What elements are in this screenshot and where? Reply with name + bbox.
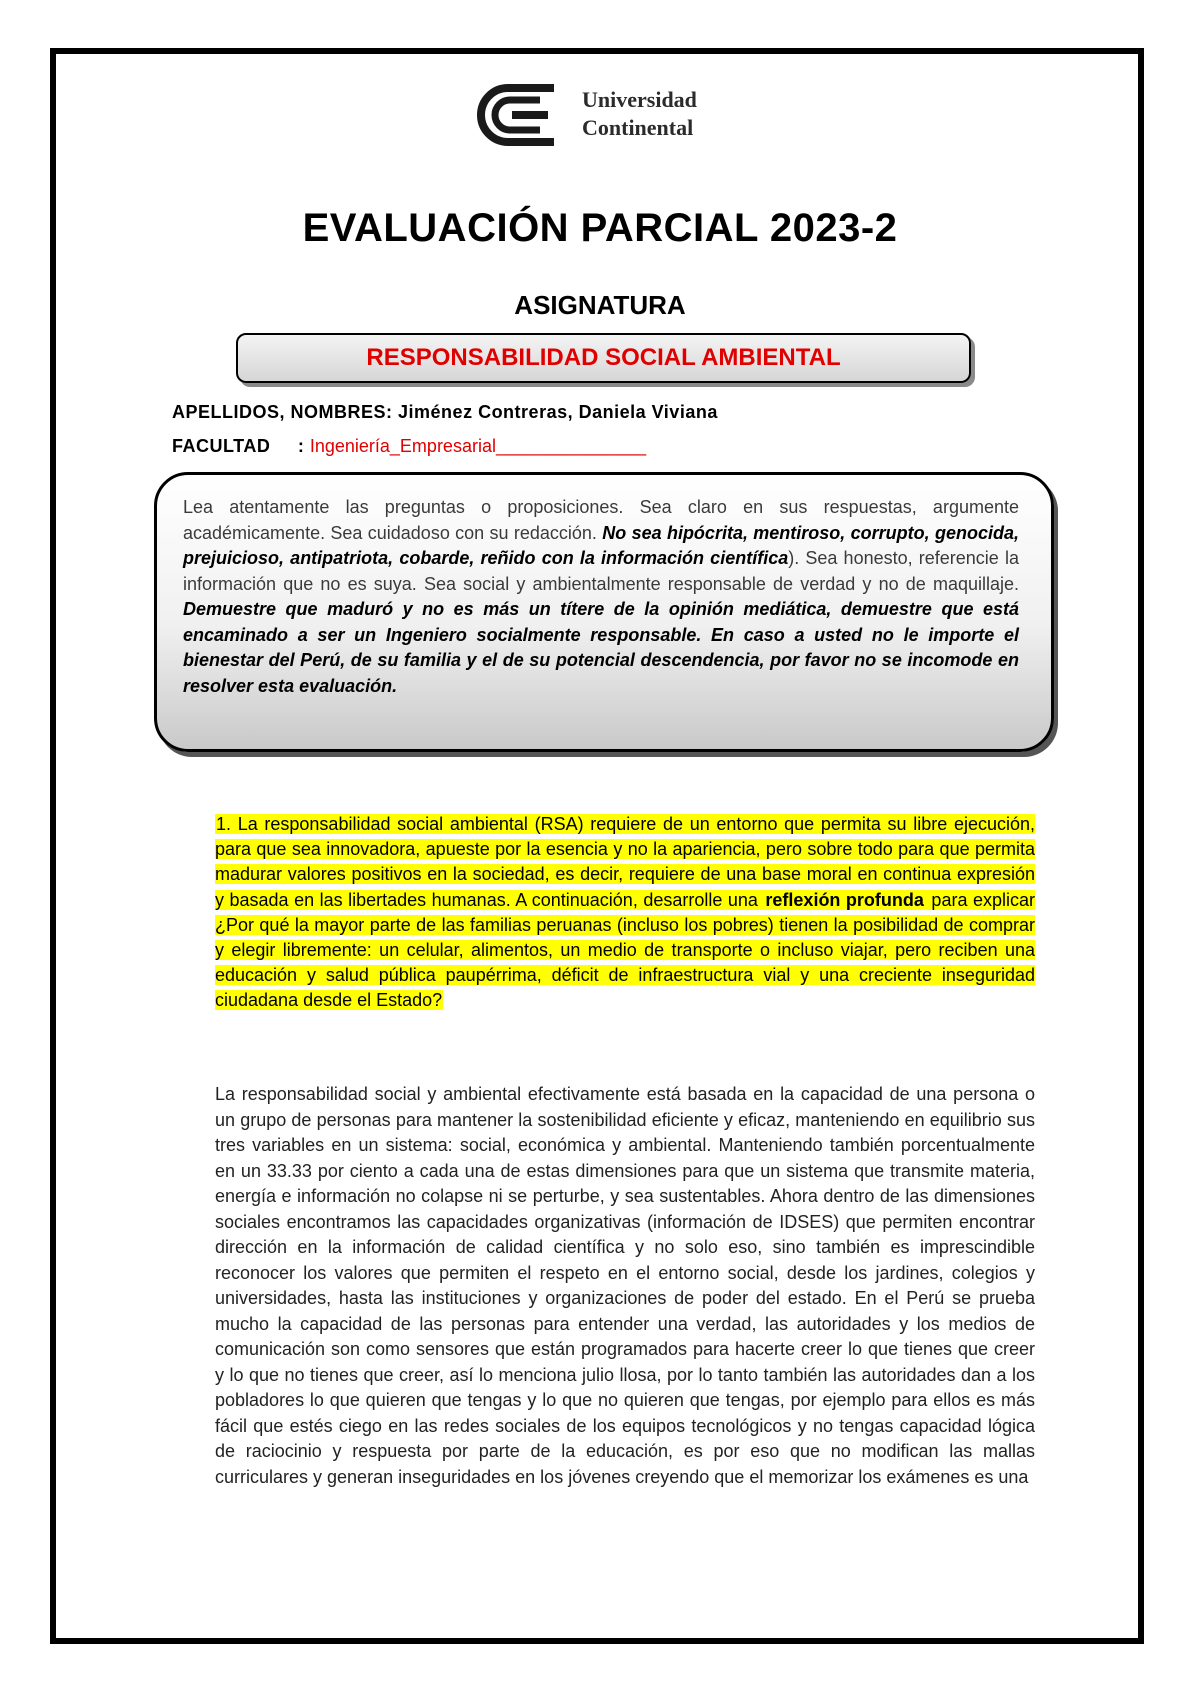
logo-text-line1: Universidad [582,87,697,112]
faculty-separator: : [297,436,305,456]
question-text-2: para explicar ¿Por qué la mayor parte de las familias peruanas (incluso los pobres) tienen la posibilidad de comprar y elegir libremente: un celular, alimentos, un medio de transporte o incluso viajar, pero reciben una educación y salud pública paupérrima, déficit de infraestructura vial y una creciente inseguridad ciudadana desde el Estado? [215,889,1035,1011]
faculty-row [172,436,646,457]
notice-bold-1: No sea hipócrita, mentiroso, corrupto, genocida, prejuicioso, antipatriota, cobarde, reñido con la información científica [183,522,1019,568]
names-value: Jiménez Contreras, Daniela Viviana [398,402,718,422]
subject-label: ASIGNATURA [514,290,686,320]
faculty-value: Ingeniería_Empresarial_______________ [309,436,647,456]
subject-name: RESPONSABILIDAD SOCIAL AMBIENTAL [236,333,971,383]
answer-paragraph: La responsabilidad social y ambiental efectivamente está basada en la capacidad de una persona o un grupo de personas para mantener la sostenibilidad eficiente y eficaz, manteniendo en equilibrio sus tres variables en un sistema: social, económica y ambiental. Manteniendo también porcentualmente en un 33.33 por ciento a cada una de estas dimensiones para que un sistema que transmite materia, energía e información no colapse ni se perturbe, y sea sustentables. Ahora dentro de las dimensiones sociales encontramos las capacidades organizativas (información de IDSES) que permiten encontrar dirección en la información de calidad científica y no solo eso, sino también es imprescindible reconocer los valores que permiten el respeto en el entorno social, desde los jardines, colegios y universidades, hasta las instituciones y organizaciones de poder del estado. En el Perú se prueba mucho la capacidad de las personas para entender una verdad, las autoridades y los medios de comunicación son como sensores que están programados para hacerte creer lo que tienes que creer y lo que no tienes que creer, así lo menciona julio llosa, por lo tanto también las autoridades dan a los pobladores lo que quieren que tengas y lo que no quieren que tengas, por ejemplo para ellos es más fácil que estés ciego en las redes sociales de los equipos tecnológicos y no tengas capacidad lógica de raciocinio y respuesta por parte de la educación, es por eso que no modifican las mallas curriculares y generan inseguridades en los jóvenes creyendo que el memorizar los exámenes es una [215,1084,1035,1487]
instructions-notice [154,472,1054,752]
notice-text-1: Lea atentamente las preguntas o proposiciones. Sea claro en sus respuestas, argumente académicamente. Sea cuidadoso con su redacción. [183,497,1019,543]
question-1 [215,812,1035,1014]
continental-logo-icon [470,82,570,148]
logo-text [582,86,697,142]
university-logo [470,82,750,148]
logo-text-line2: Continental [582,115,694,140]
notice-text-2: ). Sea honesto, referencie la información que no es suya. Sea social y ambientalmente responsable de verdad y no de maquillaje. [183,548,1019,594]
student-names-row [172,402,718,423]
names-label: APELLIDOS, NOMBRES: [172,402,393,422]
faculty-label: FACULTAD [172,436,271,456]
exam-title: EVALUACIÓN PARCIAL 2023-2 [302,206,898,250]
question-text-1: 1. La responsabilidad social ambiental (RSA) requiere de un entorno que permita su libre ejecución, para que sea innovadora, apueste por la esencia y no la apariencia, pero sobre todo para que permita madurar valores positivos en la sociedad, es decir, requiere de una base moral en continua expresión y basada en las libertades humanas. A continuación, desarrolle una [215,814,1035,910]
question-bold: reflexión profunda [765,889,924,910]
notice-bold-2: Demuestre que maduró y no es más un títere de la opinión mediática, demuestre que está encaminado a ser un Ingeniero socialmente responsable. En caso a usted no le importe el bienestar del Perú, de su familia y el de su potencial descendencia, por favor no se incomode en resolver esta evaluación. [183,599,1019,696]
